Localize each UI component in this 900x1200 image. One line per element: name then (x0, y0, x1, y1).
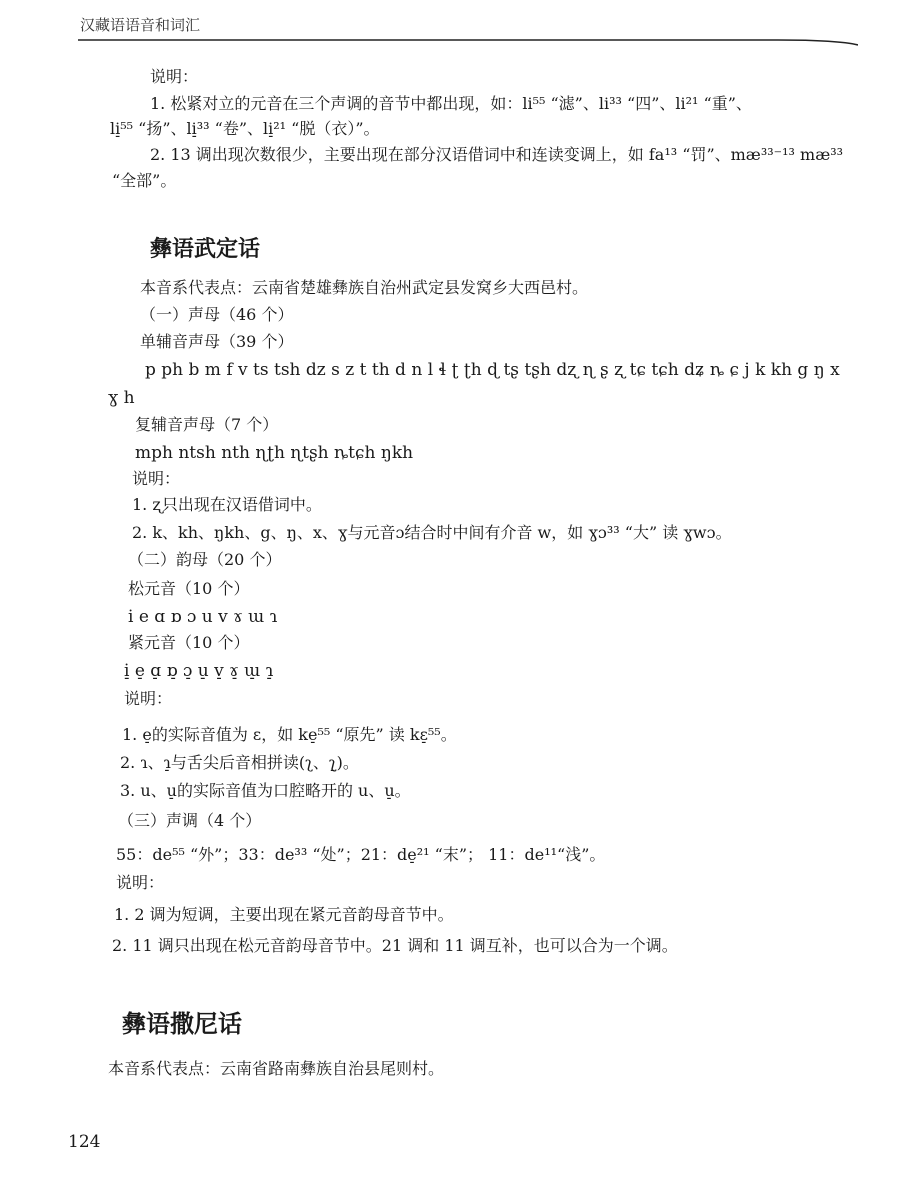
lax-vowels-heading: 松元音（10 个） (128, 579, 250, 598)
tense-vowels-list: i̠ e̠ ɑ̠ ɒ̠ ɔ̠ u̠ v̠ ɤ̠ ɯ̠ ɿ̠ (124, 661, 274, 681)
notes-label: 说明： (124, 689, 173, 708)
finals-note-3: 3. u、u̠的实际音值为口腔略开的 u、u̠。 (120, 781, 411, 800)
tense-vowels-heading: 紧元音（10 个） (128, 633, 250, 652)
lax-vowels-list: i e ɑ ɒ ɔ u v ɤ ɯ ɿ (128, 607, 278, 627)
notes-label: 说明： (132, 469, 181, 488)
cluster-initials-heading: 复辅音声母（7 个） (135, 415, 279, 434)
single-initials-list-cont: ɣ h (108, 388, 135, 408)
notes-label: 说明： (150, 67, 199, 86)
section-title-wuding: 彝语武定话 (150, 237, 261, 262)
initials-note-1: 1. ʐ只出现在汉语借词中。 (132, 495, 322, 514)
tones-heading: （三）声调（4 个） (118, 811, 262, 830)
cluster-initials-list: mph ntsh nth ɳʈh ɳtʂh ȵtɕh ŋkh (135, 443, 414, 463)
location-sani: 本音系代表点：云南省路南彝族自治县尾则村。 (108, 1059, 445, 1078)
finals-note-2: 2. ɿ、ɿ̠与舌尖后音相拼读(ʅ、ʅ̠)。 (120, 753, 359, 772)
note-1-line-2: li̠⁵⁵ “扬”、li̠³³ “卷”、li̠²¹ “脱（衣）”。 (110, 119, 380, 138)
tones-list: 55：de⁵⁵ “外”；33：de³³ “处”；21：de̠²¹ “末”； 11：de¹¹“浅”。 (116, 845, 606, 864)
notes-label: 说明： (116, 873, 165, 892)
finals-note-1: 1. e̠的实际音值为 ɛ，如 ke̠⁵⁵ “原先” 读 kɛ̠⁵⁵。 (122, 725, 457, 744)
location-wuding: 本音系代表点：云南省楚雄彝族自治州武定县发窝乡大西邑村。 (140, 278, 589, 297)
initials-note-2: 2. k、kh、ŋkh、g、ŋ、x、ɣ与元音ɔ结合时中间有介音 w，如 ɣɔ³³ “大” 读 ɣwɔ。 (132, 523, 732, 542)
note-1-line-1: 1. 松紧对立的元音在三个声调的音节中都出现，如：li⁵⁵ “滤”、li³³ “四”、li²¹ “重”、 (150, 94, 752, 113)
initials-heading: （一）声母（46 个） (140, 305, 294, 324)
finals-heading: （二）韵母（20 个） (128, 550, 282, 569)
note-2-line-1: 2. 13 调出现次数很少，主要出现在部分汉语借词中和连读变调上，如 fa¹³ “罚”、mæ³³⁻¹³ mæ³³ (150, 145, 844, 164)
tones-note-2: 2. 11 调只出现在松元音韵母音节中。21 调和 11 调互补，也可以合为一个调。 (112, 936, 678, 955)
single-initials-heading: 单辅音声母（39 个） (140, 332, 294, 351)
header-rule (78, 34, 858, 46)
section-title-sani: 彝语撒尼话 (122, 1010, 242, 1038)
single-initials-list: p ph b m f v ts tsh dz s z t th d n l ɬ ʈ ʈh ɖ tʂ tʂh dʐ ɳ ʂ ʐ tɕ tɕh dʑ ȵ ɕ j k kh g ŋ x (145, 360, 840, 380)
page-number: 124 (68, 1132, 101, 1152)
running-header: 汉藏语语音和词汇 (80, 16, 201, 34)
tones-note-1: 1. 2 调为短调，主要出现在紧元音韵母音节中。 (114, 905, 454, 924)
note-2-line-2: “全部”。 (112, 171, 177, 190)
